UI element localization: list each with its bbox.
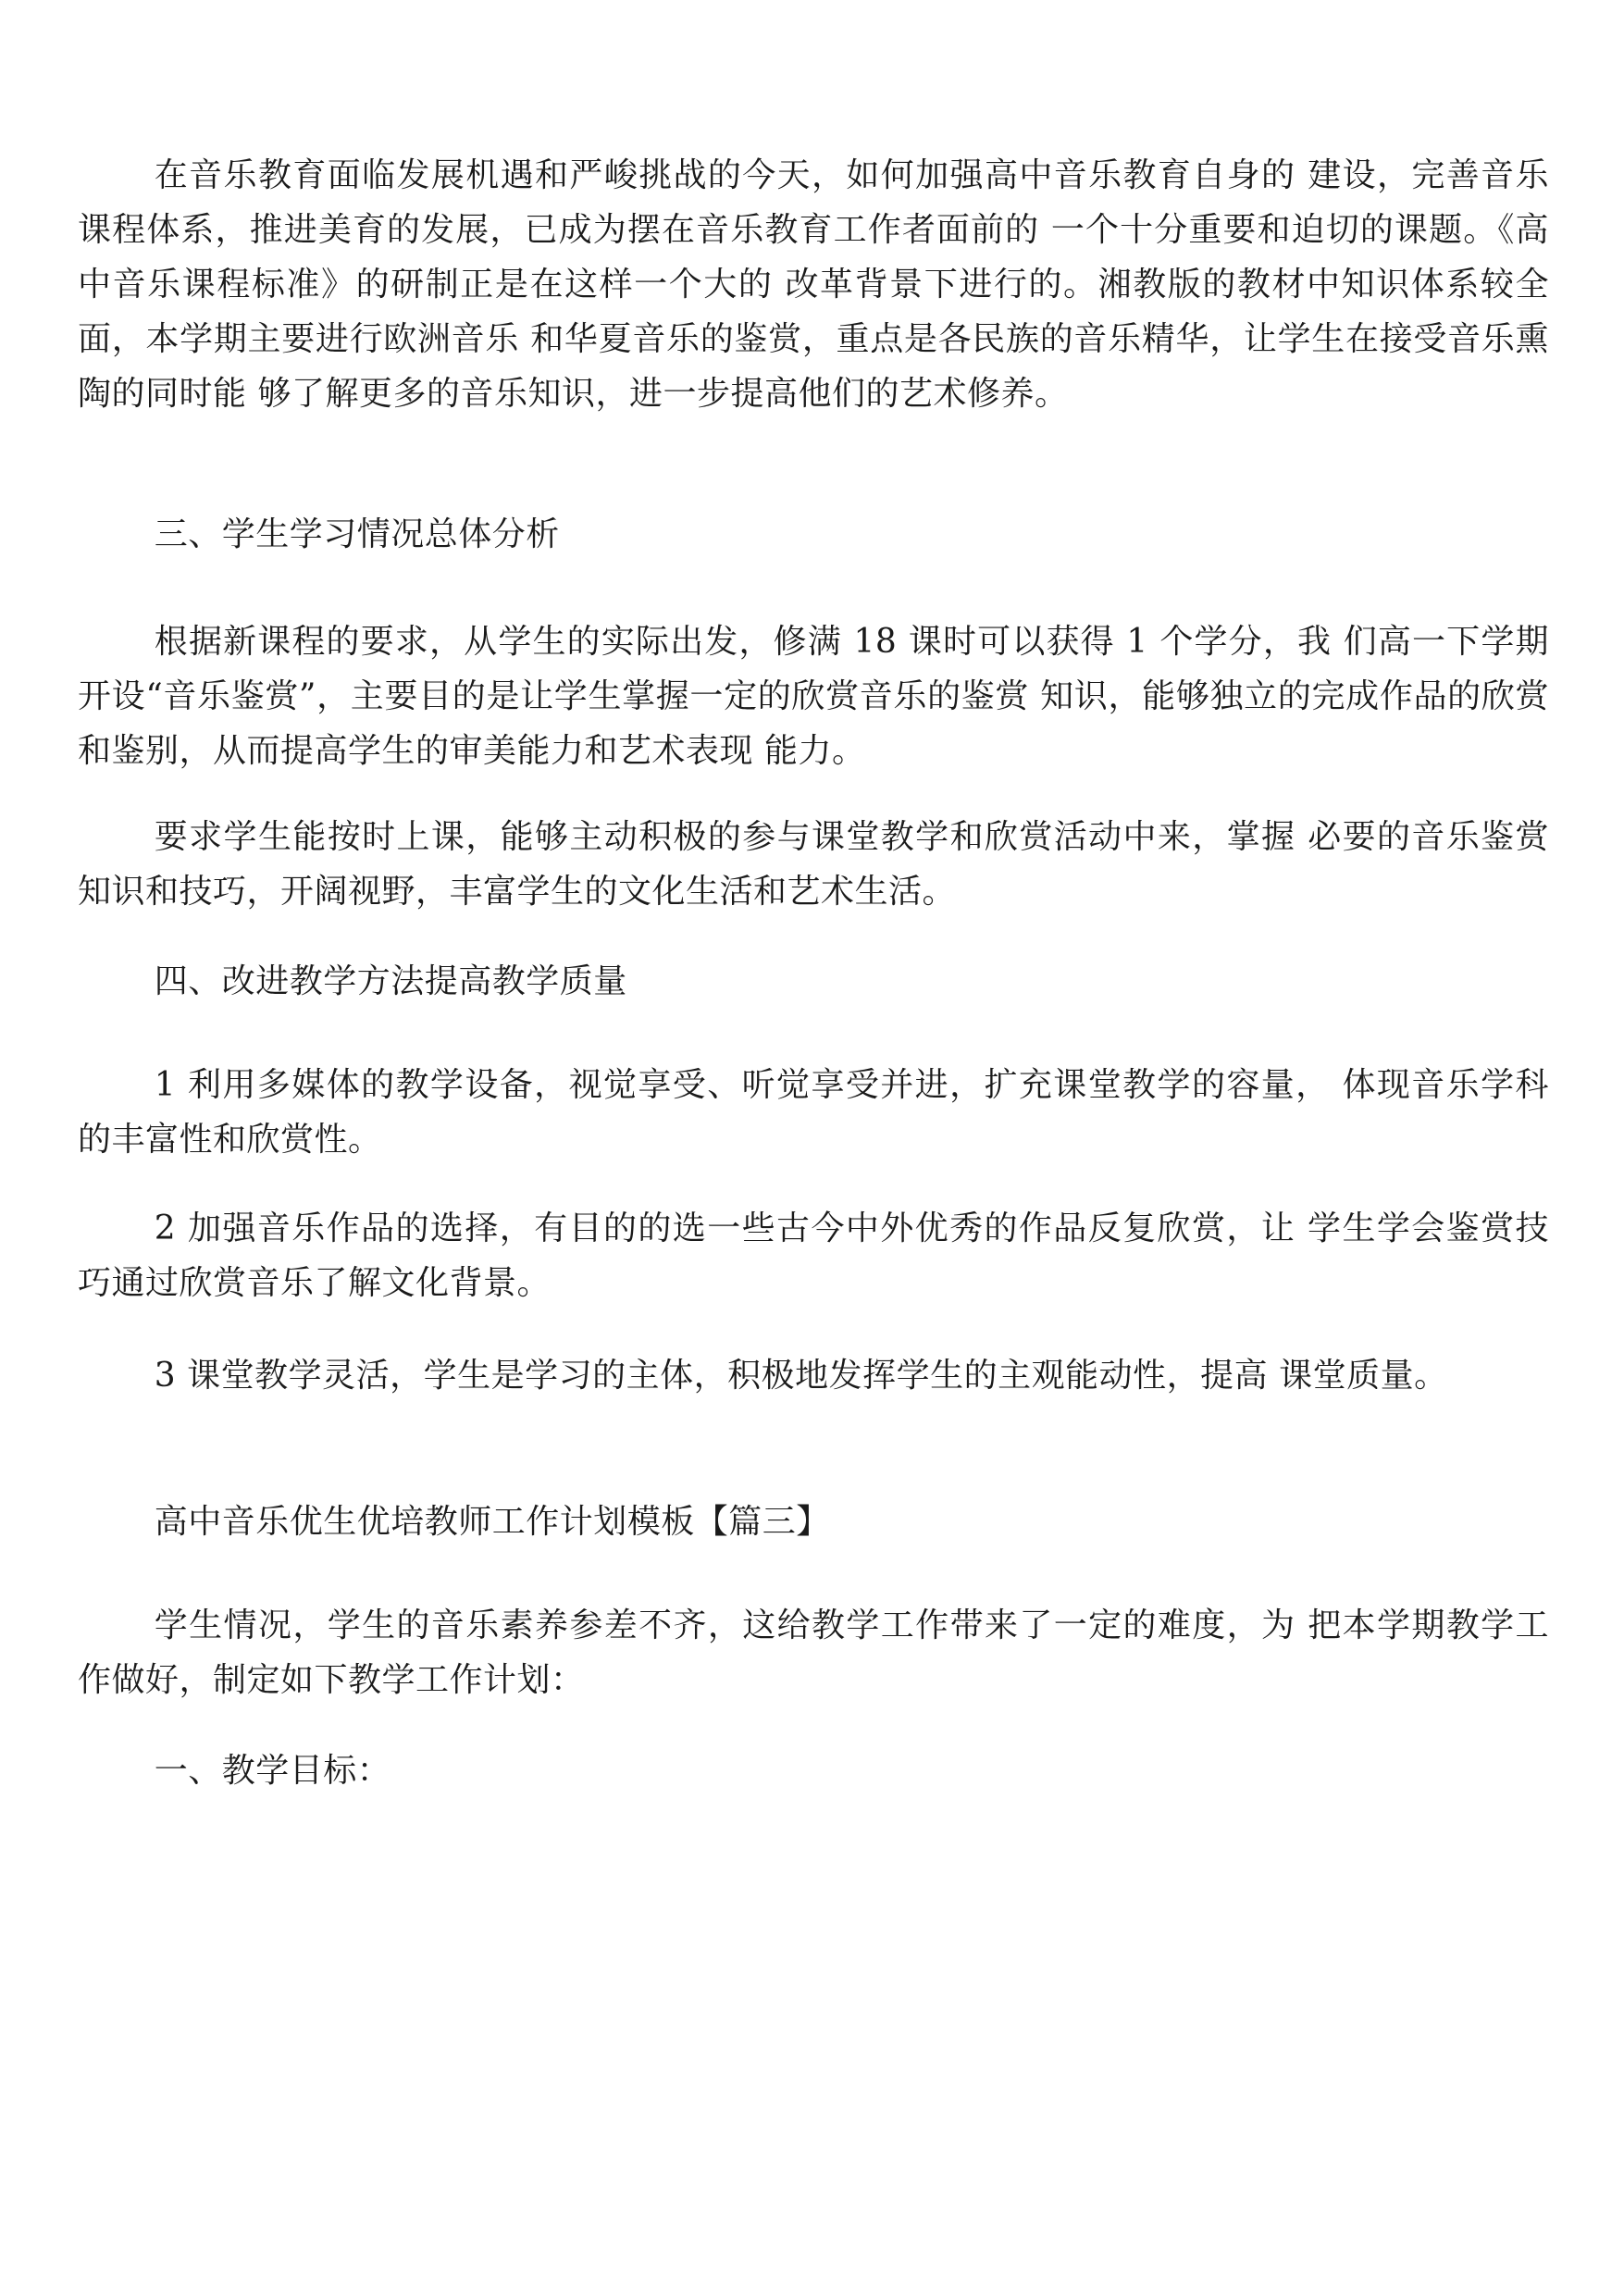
paragraph-course-requirements: 根据新课程的要求，从学生的实际出发，修满 18 课时可以获得 1 个学分，我 们高一下学期开设“音乐鉴赏”，主要目的是让学生掌握一定的欣赏音乐的鉴赏 知识，能够独立的完成作品的欣赏和鉴别，从而提高学生的审美能力和艺术表现 能力。 <box>78 623 1549 770</box>
heading-part-three-title: 高中音乐优生优培教师工作计划模板【篇三】 <box>154 1503 830 1541</box>
paragraph-student-situation: 学生情况，学生的音乐素养参差不齐，这给教学工作带来了一定的难度，为 把本学期教学工作做好，制定如下教学工作计划： <box>78 1606 1549 1699</box>
paragraph-method-two: 2 加强音乐作品的选择，有目的的选一些古今中外优秀的作品反复欣赏，让 学生学会鉴赏技巧通过欣赏音乐了解文化背景。 <box>78 1210 1549 1302</box>
heading-teaching-goals: 一、教学目标： <box>154 1752 391 1790</box>
heading-section-three: 三、学生学习情况总体分析 <box>154 515 560 553</box>
paragraph-intro: 在音乐教育面临发展机遇和严峻挑战的今天，如何加强高中音乐教育自身的 建设，完善音乐课程体系，推进美育的发展，已成为摆在音乐教育工作者面前的 一个十分重要和迫切的课题。《高中音乐课程标准》的研制正是在这样一个大的 改革背景下进行的。湘教版的教材中知识体系较全面，本学期主要进行欧洲音乐 和华夏音乐的鉴赏，重点是各民族的音乐精华，让学生在接受音乐熏陶的同时能 够了解更多的音乐知识，进一步提高他们的艺术修养。 <box>78 156 1549 413</box>
paragraph-method-one: 1 利用多媒体的教学设备，视觉享受、听觉享受并进，扩充课堂教学的容量， 体现音乐学科的丰富性和欣赏性。 <box>78 1066 1549 1159</box>
paragraph-student-requirements: 要求学生能按时上课，能够主动积极的参与课堂教学和欣赏活动中来，掌握 必要的音乐鉴赏知识和技巧，开阔视野，丰富学生的文化生活和艺术生活。 <box>78 818 1549 911</box>
paragraph-method-three: 3 课堂教学灵活，学生是学习的主体，积极地发挥学生的主观能动性，提高 课堂质量。 <box>154 1357 1448 1395</box>
heading-section-four: 四、改进教学方法提高教学质量 <box>154 962 627 1000</box>
